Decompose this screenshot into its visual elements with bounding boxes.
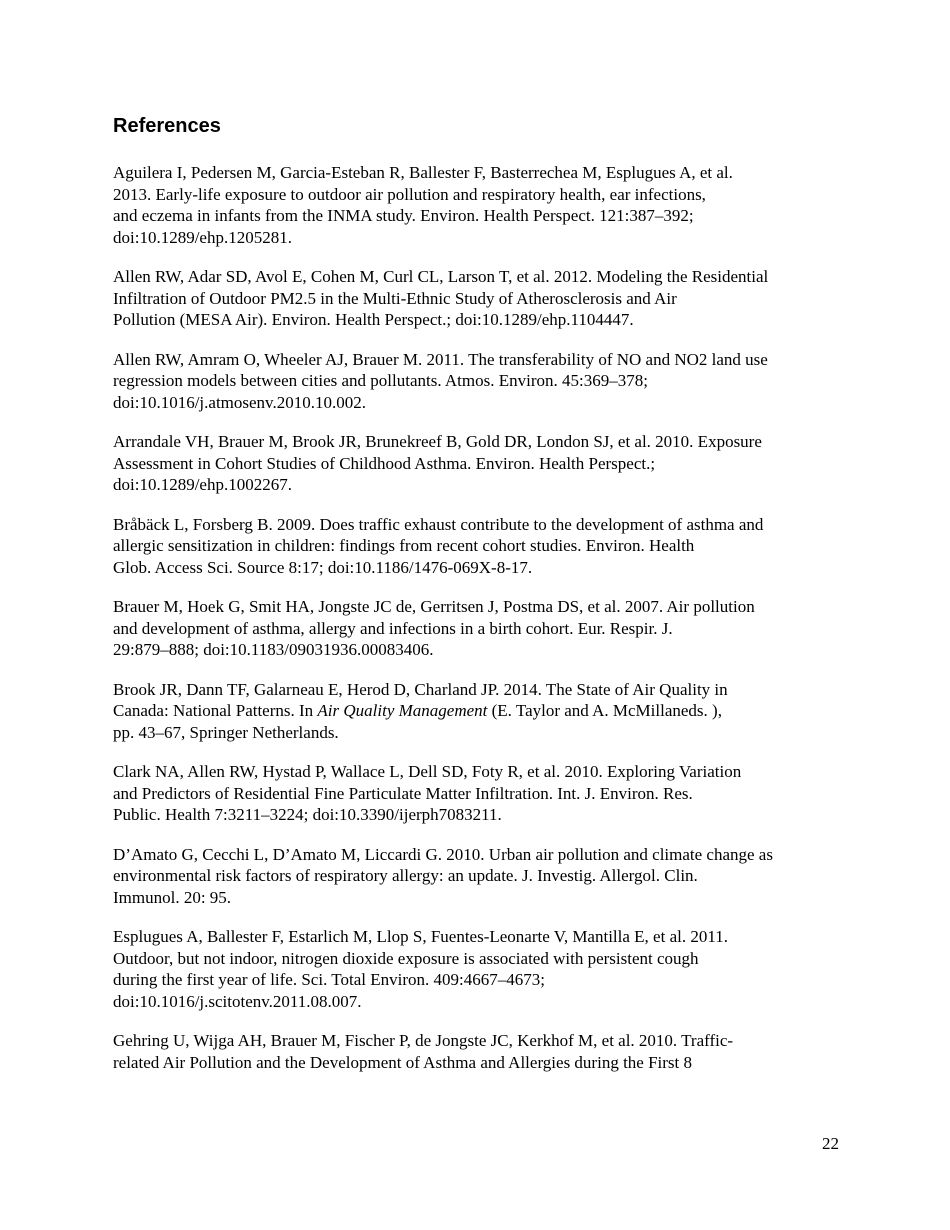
- reference-line: regression models between cities and pollutants. Atmos. Environ. 45:369–378;: [113, 371, 648, 390]
- reference-entry: [113, 926, 843, 1012]
- reference-line: and eczema in infants from the INMA study. Environ. Health Perspect. 121:387–392;: [113, 206, 694, 225]
- reference-entry: [113, 162, 843, 248]
- reference-line: Brauer M, Hoek G, Smit HA, Jongste JC de, Gerritsen J, Postma DS, et al. 2007. Air pollution: [113, 597, 755, 616]
- reference-entry: [113, 679, 843, 744]
- reference-entry: [113, 596, 843, 661]
- reference-line: Aguilera I, Pedersen M, Garcia-Esteban R, Ballester F, Basterrechea M, Esplugues A, et al.: [113, 163, 733, 182]
- reference-line: Allen RW, Amram O, Wheeler AJ, Brauer M. 2011. The transferability of NO and NO2 land use: [113, 349, 768, 369]
- reference-line: and Predictors of Residential Fine Particulate Matter Infiltration. Int. J. Environ. Res.: [113, 783, 693, 803]
- reference-line: Allen RW, Adar SD, Avol E, Cohen M, Curl CL, Larson T, et al. 2012. Modeling the Residential: [113, 267, 769, 286]
- reference-line: doi:10.1016/j.scitotenv.2011.08.007.: [113, 991, 362, 1011]
- book-title: Air Quality Management: [317, 701, 488, 720]
- reference-line: Pollution (MESA Air). Environ. Health Perspect.; doi:10.1289/ehp.1104447.: [113, 310, 634, 329]
- page-number: 22: [822, 1134, 839, 1153]
- reference-text: Canada: National Patterns. In: [113, 701, 318, 720]
- reference-line: Bråbäck L, Forsberg B. 2009. Does traffic exhaust contribute to the development of asthma and: [113, 514, 764, 534]
- reference-line: environmental risk factors of respiratory allergy: an update. J. Investig. Allergol. Clin.: [113, 866, 698, 885]
- reference-line: Esplugues A, Ballester F, Estarlich M, Llop S, Fuentes-Leonarte V, Mantilla E, et al. 2011.: [113, 927, 728, 946]
- reference-entry: [113, 349, 843, 414]
- reference-line: Glob. Access Sci. Source 8:17; doi:10.1186/1476-069X-8-17.: [113, 557, 533, 577]
- reference-line: [113, 700, 843, 722]
- reference-entry: [113, 844, 843, 909]
- reference-entry: [113, 514, 843, 579]
- reference-entry: [113, 266, 843, 331]
- reference-line: Public. Health 7:3211–3224; doi:10.3390/ijerph7083211.: [113, 805, 502, 824]
- reference-entry: [113, 431, 843, 496]
- reference-line: during the first year of life. Sci. Total Environ. 409:4667–4673;: [113, 970, 545, 989]
- reference-entry: [113, 761, 843, 826]
- reference-line: pp. 43–67, Springer Netherlands.: [113, 722, 339, 742]
- reference-line: allergic sensitization in children: findings from recent cohort studies. Environ. Health: [113, 536, 695, 555]
- reference-line: Clark NA, Allen RW, Hystad P, Wallace L, Dell SD, Foty R, et al. 2010. Exploring Variation: [113, 762, 742, 781]
- reference-line: Assessment in Cohort Studies of Childhood Asthma. Environ. Health Perspect.;: [113, 453, 656, 473]
- section-heading: References: [113, 115, 221, 137]
- reference-line: doi:10.1016/j.atmosenv.2010.10.002.: [113, 392, 366, 412]
- reference-line: doi:10.1289/ehp.1205281.: [113, 227, 292, 247]
- reference-line: Arrandale VH, Brauer M, Brook JR, Brunekreef B, Gold DR, London SJ, et al. 2010. Exposure: [113, 432, 762, 451]
- reference-text: (E. Taylor and A. McMillaneds. ),: [487, 701, 722, 720]
- reference-line: Gehring U, Wijga AH, Brauer M, Fischer P, de Jongste JC, Kerkhof M, et al. 2010. Traffic-: [113, 1031, 734, 1050]
- reference-line: D’Amato G, Cecchi L, D’Amato M, Liccardi G. 2010. Urban air pollution and climate change as: [113, 844, 773, 864]
- reference-line: Brook JR, Dann TF, Galarneau E, Herod D, Charland JP. 2014. The State of Air Quality in: [113, 679, 728, 699]
- reference-line: and development of asthma, allergy and infections in a birth cohort. Eur. Respir. J.: [113, 618, 673, 638]
- reference-line: doi:10.1289/ehp.1002267.: [113, 475, 292, 494]
- reference-line: Outdoor, but not indoor, nitrogen dioxide exposure is associated with persistent cough: [113, 948, 699, 968]
- reference-line: Immunol. 20: 95.: [113, 887, 232, 907]
- reference-entry: [113, 1030, 843, 1073]
- reference-line: 29:879–888; doi:10.1183/09031936.00083406.: [113, 640, 434, 659]
- reference-list: [113, 162, 843, 1073]
- reference-line: 2013. Early-life exposure to outdoor air pollution and respiratory health, ear infections,: [113, 184, 706, 204]
- reference-line: related Air Pollution and the Development of Asthma and Allergies during the First 8: [113, 1052, 693, 1072]
- reference-line: Infiltration of Outdoor PM2.5 in the Multi-Ethnic Study of Atherosclerosis and Air: [113, 288, 677, 308]
